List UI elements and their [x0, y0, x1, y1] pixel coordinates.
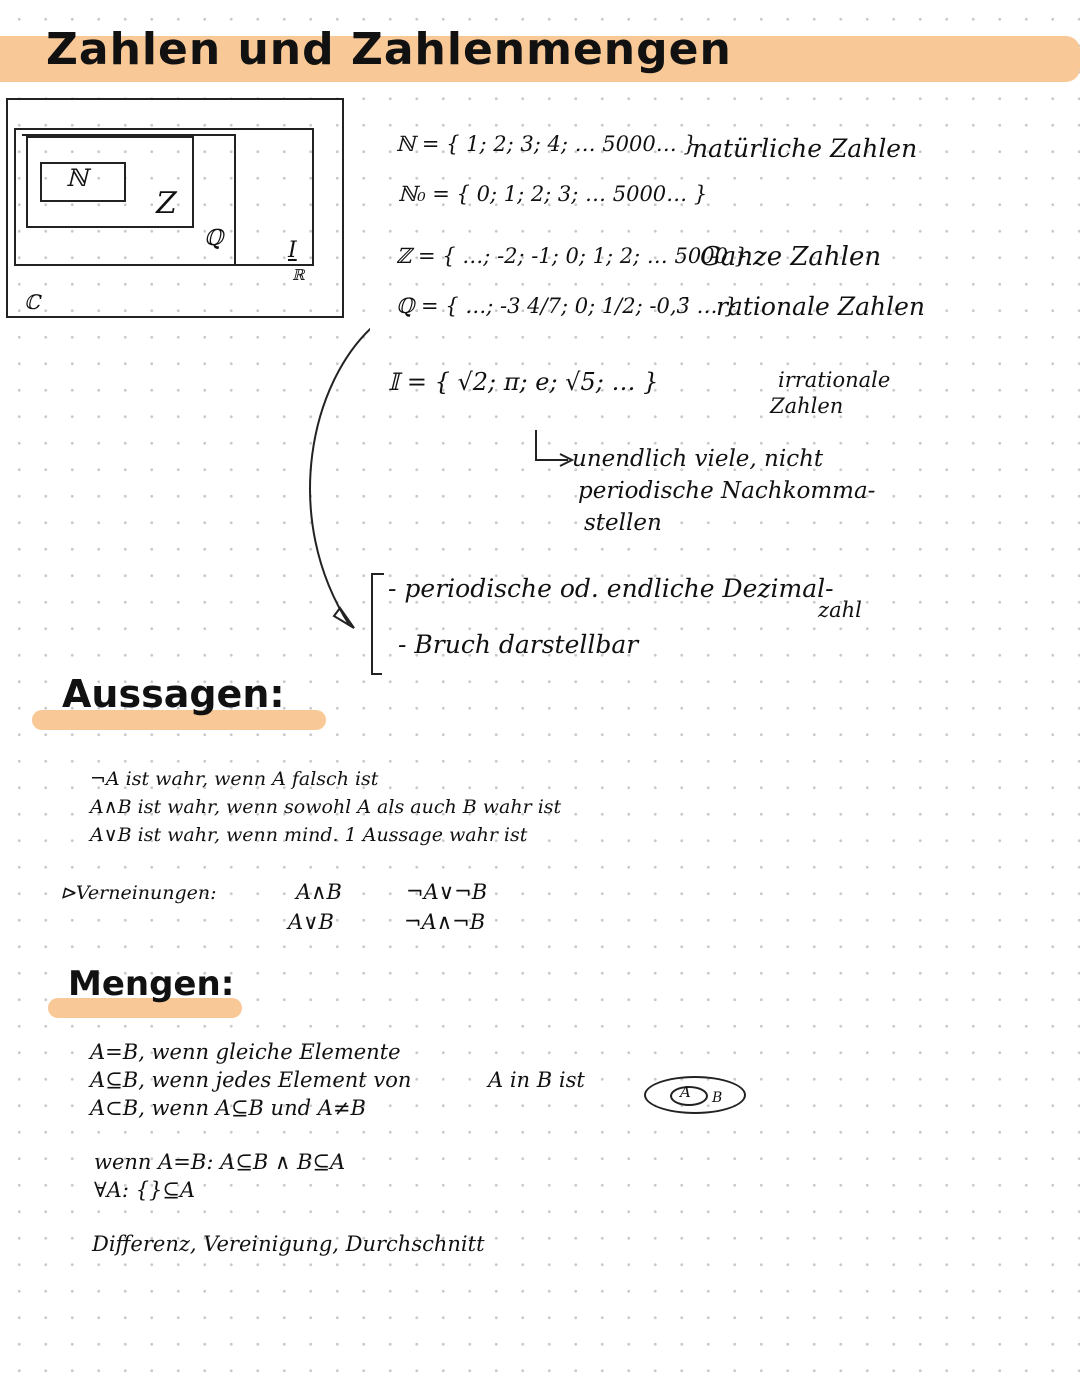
integers-definition: ℤ = { …; -2; -1; 0; 1; 2; … 5000 } — [396, 244, 748, 268]
mengen-equality-condition: wenn A=B: A⊆B ∧ B⊆A — [94, 1150, 346, 1174]
rationals-property-1b: zahl — [818, 598, 862, 622]
irrationals-name-2: Zahlen — [770, 394, 844, 418]
subset-label-b: B — [712, 1090, 723, 1106]
mengen-equal: A=B, wenn gleiche Elemente — [90, 1040, 401, 1064]
mengen-subset-b: A in B ist — [488, 1068, 585, 1092]
mengen-operations: Differenz, Vereinigung, Durchschnitt — [92, 1232, 485, 1256]
aussage-negation: ¬A ist wahr, wenn A falsch ist — [90, 768, 379, 790]
set-q-label: ℚ — [204, 226, 224, 251]
aussagen-heading: Aussagen: — [62, 672, 285, 716]
rationals-definition: ℚ = { …; -3 4/7; 0; 1/2; -0,3̄ … } — [396, 294, 738, 318]
aussage-or: A∨B ist wahr, wenn mind. 1 Aussage wahr ist — [90, 824, 528, 846]
irrationals-note-3: stellen — [584, 510, 662, 536]
natural-numbers-zero-definition: ℕ₀ = { 0; 1; 2; 3; … 5000… } — [398, 182, 708, 206]
set-r-label: ℝ — [292, 266, 305, 284]
irrationals-note-1: unendlich viele, nicht — [572, 446, 824, 472]
verneinungen-label: ⊳Verneinungen: — [60, 882, 217, 904]
set-n-label: ℕ — [66, 164, 88, 192]
mengen-empty-set: ∀A: {}⊆A — [94, 1178, 196, 1202]
mengen-proper-subset: A⊂B, wenn A⊆B und A≠B — [90, 1096, 366, 1120]
verneinung-left-2: A∨B — [288, 910, 334, 934]
rationals-name: rationale Zahlen — [716, 292, 925, 321]
arrow-icon — [530, 428, 576, 470]
curved-arrow-icon — [290, 318, 370, 638]
rationals-property-1: - periodische od. endliche Dezimal- — [388, 574, 834, 603]
rationals-property-2: - Bruch darstellbar — [398, 630, 639, 659]
verneinung-left-1: A∧B — [296, 880, 342, 904]
set-i-label: I — [288, 238, 297, 263]
set-c-label: ℂ — [24, 290, 40, 314]
irrationals-name-1: irrationale — [778, 368, 891, 392]
set-z-label: Z — [156, 186, 177, 221]
irrationals-note-2: periodische Nachkomma- — [578, 478, 876, 504]
subset-label-a: A — [680, 1083, 691, 1101]
natural-numbers-definition: ℕ = { 1; 2; 3; 4; … 5000… } — [396, 132, 697, 156]
aussage-and: A∧B ist wahr, wenn sowohl A als auch B wahr ist — [90, 796, 562, 818]
verneinung-right-1: ¬A∨¬B — [406, 880, 488, 904]
bracket-icon — [368, 572, 388, 676]
irrationals-definition: 𝕀 = { √2; π; e; √5; … } — [388, 368, 659, 396]
mengen-heading: Mengen: — [68, 964, 235, 1004]
verneinung-right-2: ¬A∧¬B — [404, 910, 486, 934]
page-title: Zahlen und Zahlenmengen — [46, 24, 732, 75]
natural-numbers-name: natürliche Zahlen — [692, 134, 918, 163]
mengen-subset-a: A⊆B, wenn jedes Element von — [90, 1068, 412, 1092]
integers-name: Ganze Zahlen — [700, 242, 882, 272]
